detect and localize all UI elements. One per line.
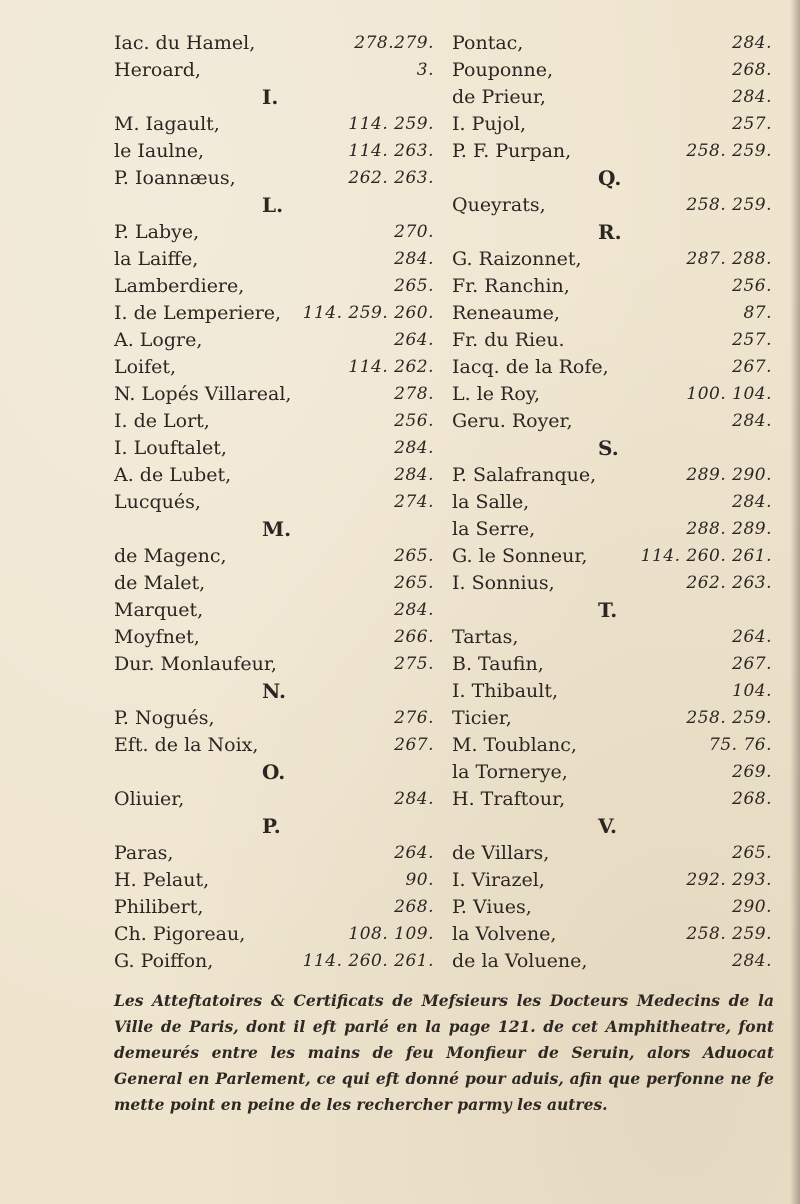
entry-name: M. Iagault, xyxy=(114,113,220,135)
entry-pages: 87. xyxy=(743,303,772,323)
page-edge-shadow xyxy=(790,0,800,1204)
index-column-left xyxy=(114,30,434,975)
index-entry xyxy=(114,165,434,192)
entry-pages: 258. 259. xyxy=(686,924,772,944)
index-entry xyxy=(452,570,772,597)
entry-name: la Salle, xyxy=(452,491,530,513)
index-entry xyxy=(114,327,434,354)
entry-name: le Iaulne, xyxy=(114,140,205,162)
index-entry xyxy=(114,111,434,138)
index-entry xyxy=(452,705,772,732)
section-letter-label: T. xyxy=(598,598,618,622)
entry-name: Marquet, xyxy=(114,599,204,621)
index-entry xyxy=(114,705,434,732)
index-entry xyxy=(114,840,434,867)
index-entry xyxy=(452,381,772,408)
entry-name: G. Raizonnet, xyxy=(452,248,582,270)
entry-name: Lamberdiere, xyxy=(114,275,245,297)
index-entry xyxy=(114,732,434,759)
index-entry xyxy=(452,327,772,354)
entry-pages: 268. xyxy=(394,897,434,917)
entry-pages: 267. xyxy=(732,357,772,377)
index-entry xyxy=(452,786,772,813)
entry-pages: 114. 262. xyxy=(348,357,434,377)
index-entry xyxy=(452,759,772,786)
entry-name: P. Nogués, xyxy=(114,707,215,729)
index-entry xyxy=(452,867,772,894)
section-letter xyxy=(452,165,772,192)
entry-name: Ticier, xyxy=(452,707,512,729)
index-entry xyxy=(114,921,434,948)
entry-pages: 274. xyxy=(394,492,434,512)
entry-pages: 284. xyxy=(394,465,434,485)
entry-pages: 264. xyxy=(394,843,434,863)
entry-pages: 265. xyxy=(732,843,772,863)
index-entry xyxy=(452,516,772,543)
entry-pages: 114. 260. 261. xyxy=(640,546,772,566)
index-entry xyxy=(114,543,434,570)
entry-name: M. Toublanc, xyxy=(452,734,577,756)
section-letter-label: V. xyxy=(598,814,617,838)
entry-name: L. le Roy, xyxy=(452,383,541,405)
entry-pages: 269. xyxy=(732,762,772,782)
entry-pages: 268. xyxy=(732,60,772,80)
index-entry xyxy=(452,462,772,489)
entry-pages: 290. xyxy=(732,897,772,917)
entry-pages: 284. xyxy=(394,600,434,620)
entry-pages: 284. xyxy=(732,951,772,971)
index-entry xyxy=(114,273,434,300)
index-entry xyxy=(452,111,772,138)
entry-pages: 258. 259. xyxy=(686,708,772,728)
entry-pages: 257. xyxy=(732,114,772,134)
index-entry xyxy=(452,651,772,678)
entry-pages: 258. 259. xyxy=(686,195,772,215)
index-entry xyxy=(114,219,434,246)
section-letter-label: M. xyxy=(262,517,292,541)
entry-name: Oliuier, xyxy=(114,788,185,810)
entry-name: A. Logre, xyxy=(114,329,203,351)
entry-name: de Malet, xyxy=(114,572,206,594)
entry-pages: 278. xyxy=(394,384,434,404)
section-letter xyxy=(114,759,434,786)
entry-pages: 100. 104. xyxy=(686,384,772,404)
section-letter xyxy=(114,678,434,705)
index-entry xyxy=(452,948,772,975)
entry-name: G. le Sonneur, xyxy=(452,545,588,567)
index-entry xyxy=(114,381,434,408)
entry-pages: 284. xyxy=(732,411,772,431)
entry-pages: 287. 288. xyxy=(686,249,772,269)
entry-name: I. Sonnius, xyxy=(452,572,555,594)
index-entry xyxy=(452,678,772,705)
section-letter xyxy=(452,813,772,840)
index-entry xyxy=(452,543,772,570)
entry-name: H. Pelaut, xyxy=(114,869,210,891)
index-entry xyxy=(114,138,434,165)
entry-pages: 284. xyxy=(394,249,434,269)
section-letter-label: N. xyxy=(262,679,286,703)
index-entry xyxy=(452,300,772,327)
entry-pages: 284. xyxy=(732,87,772,107)
entry-pages: 75. 76. xyxy=(709,735,772,755)
entry-name: la Serre, xyxy=(452,518,536,540)
entry-name: la Volvene, xyxy=(452,923,557,945)
index-entry xyxy=(114,408,434,435)
entry-pages: 114. 260. 261. xyxy=(302,951,434,971)
index-entry xyxy=(452,138,772,165)
entry-name: la Tornerye, xyxy=(452,761,568,783)
section-letter xyxy=(114,192,434,219)
entry-pages: 284. xyxy=(732,492,772,512)
index-entry xyxy=(452,894,772,921)
entry-pages: 108. 109. xyxy=(348,924,434,944)
index-entry xyxy=(452,921,772,948)
entry-name: Philibert, xyxy=(114,896,204,918)
index-entry xyxy=(452,84,772,111)
index-entry xyxy=(452,408,772,435)
entry-pages: 284. xyxy=(394,789,434,809)
entry-pages: 114. 259. xyxy=(348,114,434,134)
entry-name: Pontac, xyxy=(452,32,524,54)
section-letter xyxy=(452,435,772,462)
entry-name: P. F. Purpan, xyxy=(452,140,572,162)
entry-name: Iacq. de la Rofe, xyxy=(452,356,609,378)
entry-name: H. Traftour, xyxy=(452,788,566,810)
index-entry xyxy=(452,246,772,273)
index-entry xyxy=(452,840,772,867)
entry-pages: 262. 263. xyxy=(348,168,434,188)
entry-name: la Laiffe, xyxy=(114,248,199,270)
entry-name: Paras, xyxy=(114,842,174,864)
index-entry xyxy=(452,30,772,57)
index-entry xyxy=(114,948,434,975)
entry-name: I. Louftalet, xyxy=(114,437,227,459)
entry-name: I. Virazel, xyxy=(452,869,545,891)
entry-pages: 270. xyxy=(394,222,434,242)
index-entry xyxy=(114,246,434,273)
entry-name: P. Ioannæus, xyxy=(114,167,236,189)
footnote-paragraph: Les Atteftatoires & Certificats de Mefsieurs les Docteurs Medecins de la Ville de Paris, dont il eft parlé en la page 121. de cet Amphitheatre, font demeurés entre les mains de feu Monfieur de Seruin, alors Aduocat General en Parlement, ce qui eft donné pour aduis, afin que perfonne ne fe mette point en peine de les rechercher parmy les autres. xyxy=(114,990,774,1114)
entry-name: Queyrats, xyxy=(452,194,546,216)
entry-name: Fr. du Rieu. xyxy=(452,329,565,351)
entry-name: I. de Lort, xyxy=(114,410,210,432)
section-letter-label: S. xyxy=(598,436,619,460)
index-entry xyxy=(452,732,772,759)
entry-pages: 257. xyxy=(732,330,772,350)
entry-pages: 278.279. xyxy=(354,33,434,53)
index-entry xyxy=(114,300,434,327)
entry-pages: 266. xyxy=(394,627,434,647)
index-entry xyxy=(114,786,434,813)
index-entry xyxy=(114,597,434,624)
index-entry xyxy=(114,57,434,84)
entry-name: de Prieur, xyxy=(452,86,546,108)
entry-name: N. Lopés Villareal, xyxy=(114,383,292,405)
section-letter xyxy=(114,84,434,111)
index-entry xyxy=(114,462,434,489)
entry-name: Dur. Monlaufeur, xyxy=(114,653,277,675)
section-letter xyxy=(114,813,434,840)
entry-name: P. Salafranque, xyxy=(452,464,597,486)
entry-name: I. Pujol, xyxy=(452,113,527,135)
entry-pages: 90. xyxy=(405,870,434,890)
entry-name: Iac. du Hamel, xyxy=(114,32,256,54)
entry-pages: 258. 259. xyxy=(686,141,772,161)
section-letter xyxy=(452,597,772,624)
index-entry xyxy=(452,624,772,651)
entry-pages: 265. xyxy=(394,573,434,593)
entry-name: de la Voluene, xyxy=(452,950,588,972)
entry-pages: 262. 263. xyxy=(686,573,772,593)
index-entry xyxy=(452,192,772,219)
entry-pages: 3. xyxy=(416,60,434,80)
entry-name: I. de Lemperiere, xyxy=(114,302,282,324)
entry-pages: 264. xyxy=(732,627,772,647)
entry-pages: 288. 289. xyxy=(686,519,772,539)
entry-pages: 284. xyxy=(732,33,772,53)
entry-name: Geru. Royer, xyxy=(452,410,573,432)
entry-name: I. Thibault, xyxy=(452,680,559,702)
entry-pages: 276. xyxy=(394,708,434,728)
index-entry xyxy=(452,57,772,84)
entry-pages: 265. xyxy=(394,276,434,296)
entry-name: Heroard, xyxy=(114,59,201,81)
entry-pages: 268. xyxy=(732,789,772,809)
entry-pages: 114. 263. xyxy=(348,141,434,161)
entry-pages: 256. xyxy=(394,411,434,431)
section-letter-label: O. xyxy=(262,760,286,784)
entry-name: Tartas, xyxy=(452,626,519,648)
section-letter-label: P. xyxy=(262,814,281,838)
entry-pages: 267. xyxy=(732,654,772,674)
entry-pages: 114. 259. 260. xyxy=(302,303,434,323)
entry-name: G. Poiffon, xyxy=(114,950,214,972)
entry-name: Loifet, xyxy=(114,356,177,378)
index-entry xyxy=(114,894,434,921)
entry-pages: 275. xyxy=(394,654,434,674)
entry-name: Moyfnet, xyxy=(114,626,200,648)
section-letter-label: Q. xyxy=(598,166,622,190)
entry-name: Eft. de la Noix, xyxy=(114,734,259,756)
entry-pages: 265. xyxy=(394,546,434,566)
entry-pages: 292. 293. xyxy=(686,870,772,890)
index-entry xyxy=(452,273,772,300)
entry-pages: 104. xyxy=(732,681,772,701)
entry-name: Pouponne, xyxy=(452,59,554,81)
index-entry xyxy=(452,489,772,516)
entry-name: de Villars, xyxy=(452,842,550,864)
entry-name: P. Labye, xyxy=(114,221,200,243)
entry-name: Ch. Pigoreau, xyxy=(114,923,246,945)
index-entry xyxy=(114,489,434,516)
index-entry xyxy=(114,570,434,597)
index-entry xyxy=(114,651,434,678)
section-letter-label: I. xyxy=(262,85,279,109)
entry-pages: 256. xyxy=(732,276,772,296)
index-entry xyxy=(114,624,434,651)
entry-name: Reneaume, xyxy=(452,302,560,324)
entry-name: de Magenc, xyxy=(114,545,227,567)
section-letter-label: L. xyxy=(262,193,284,217)
section-letter xyxy=(114,516,434,543)
index-entry xyxy=(114,867,434,894)
entry-pages: 284. xyxy=(394,438,434,458)
entry-name: P. Viues, xyxy=(452,896,532,918)
index-entry xyxy=(114,30,434,57)
index-entry xyxy=(114,435,434,462)
entry-pages: 264. xyxy=(394,330,434,350)
index-entry xyxy=(452,354,772,381)
section-letter-label: R. xyxy=(598,220,622,244)
entry-pages: 289. 290. xyxy=(686,465,772,485)
entry-name: A. de Lubet, xyxy=(114,464,232,486)
index-entry xyxy=(114,354,434,381)
index-column-right xyxy=(452,30,772,975)
entry-name: Lucqués, xyxy=(114,491,201,513)
entry-name: Fr. Ranchin, xyxy=(452,275,570,297)
section-letter xyxy=(452,219,772,246)
entry-name: B. Taufin, xyxy=(452,653,544,675)
entry-pages: 267. xyxy=(394,735,434,755)
